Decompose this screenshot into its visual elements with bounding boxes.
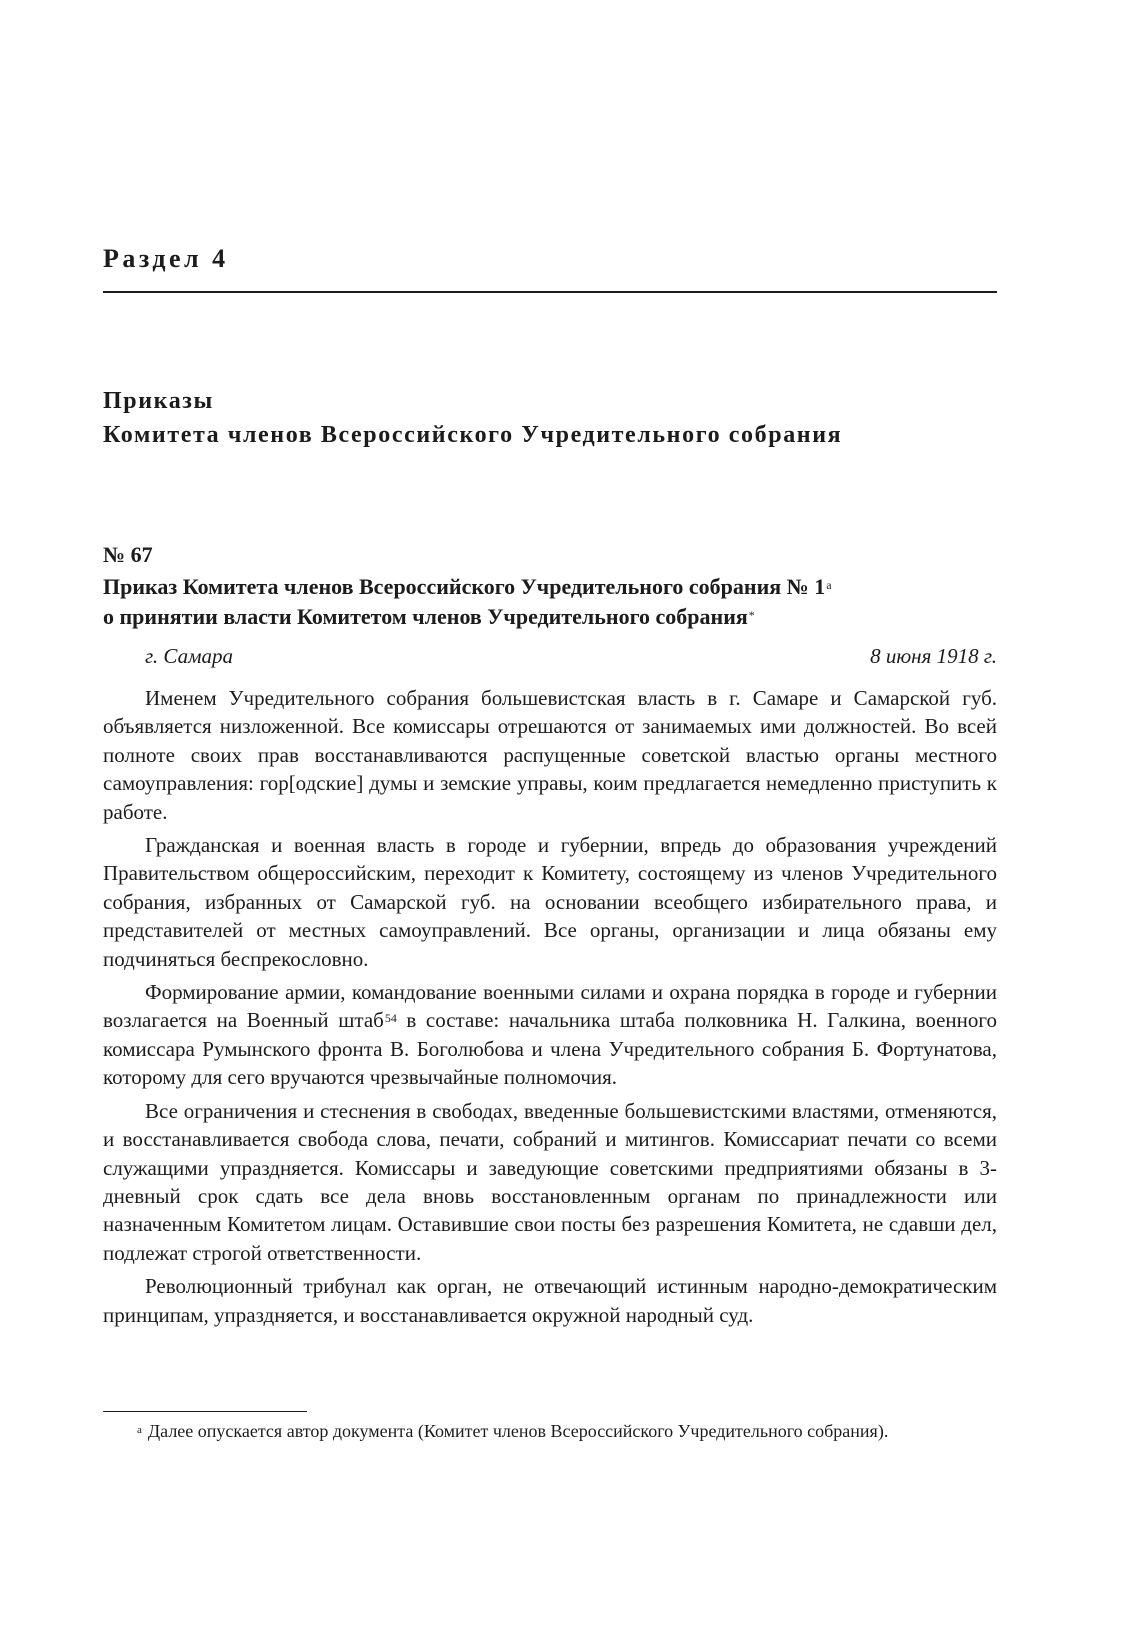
section-heading: Раздел 4 [103,244,229,273]
document-body [103,684,997,1334]
chapter-title-line-1: Приказы [103,388,214,414]
footnote-ref-a: а [826,578,832,592]
document-date: 8 июня 1918 г. [870,644,997,668]
document-title-line-1 [103,572,1003,602]
document-number: № 67 [103,542,153,567]
document-title-line-2-text: о принятии власти Комитетом членов Учредительного собрания [103,604,748,629]
paragraph-1: Именем Учредительного собрания большевистская власть в г. Самаре и Самарской губ. объявляется низложенной. Все комиссары отрешаются от занимаемых ими должностей. Во всей полноте своих прав восстанавливаются распущенные советской властью органы местного самоуправления: гор[одские] думы и земские управы, коим предлагается немедленно приступить к работе. [103,686,997,824]
paragraph-2: Гражданская и военная власть в городе и губернии, впредь до образования учреждений Правительством общероссийским, переходит к Комитету, состоящему из членов Учредительного собрания, избранных от Самарской губ. на основании всеобщего избирательного права, и представителей от местных самоуправлений. Все органы, организации и лица обязаны ему подчиняться беспрекословно. [103,833,997,971]
document-title-line-2 [103,602,1003,632]
document-title [103,572,1003,632]
endnote-ref-asterisk: * [748,608,755,622]
document-title-line-1-text: Приказ Комитета членов Всероссийского Учредительного собрания № 1 [103,574,826,599]
paragraph-3-part-2: в составе: начальника штаба полковника Н. Галкина, военного комиссара Румынского фронта В. Боголюбова и члена Учредительного собрания Б. Фортунатова, которому для сего вручаются чрезвычайные полномочия. [103,1008,997,1090]
chapter-title-line-2: Комитета членов Всероссийского Учредительного собрания [103,422,843,448]
footnote [103,1419,997,1444]
footnote-text: Далее опускается автор документа (Комитет членов Всероссийского Учредительного собрания). [147,1421,889,1441]
footnote-divider [103,1411,307,1412]
chapter-title [103,384,1003,452]
paragraph-3 [103,978,997,1092]
paragraph-5: Революционный трибунал как орган, не отвечающий истинным народно-демократическим принципам, упраздняется, и восстанавливается окружной народный суд. [103,1274,997,1327]
note-ref-54: 54 [384,1011,397,1026]
document-place: г. Самара [145,644,233,668]
section-divider [103,291,997,293]
footnote-mark: а [137,1424,142,1436]
paragraph-4: Все ограничения и стеснения в свободах, введенные большевистскими властями, отменяются, и восстанавливается свобода слова, печати, собраний и митингов. Комиссариат печати со всеми служащими упраздняется. Комиссары и заведующие советскими предприятиями обязаны в 3-дневный срок сдать все дела вновь восстановленным органам по принадлежности или назначенным Комитетом лицам. Оставившие свои посты без разрешения Комитета, не сдавши дел, подлежат строгой ответственности. [103,1098,997,1265]
paragraph-3-part-1: Формирование армии, командование военными силами и охрана порядка в городе и губернии возлагается на Военный штаб [103,980,997,1033]
